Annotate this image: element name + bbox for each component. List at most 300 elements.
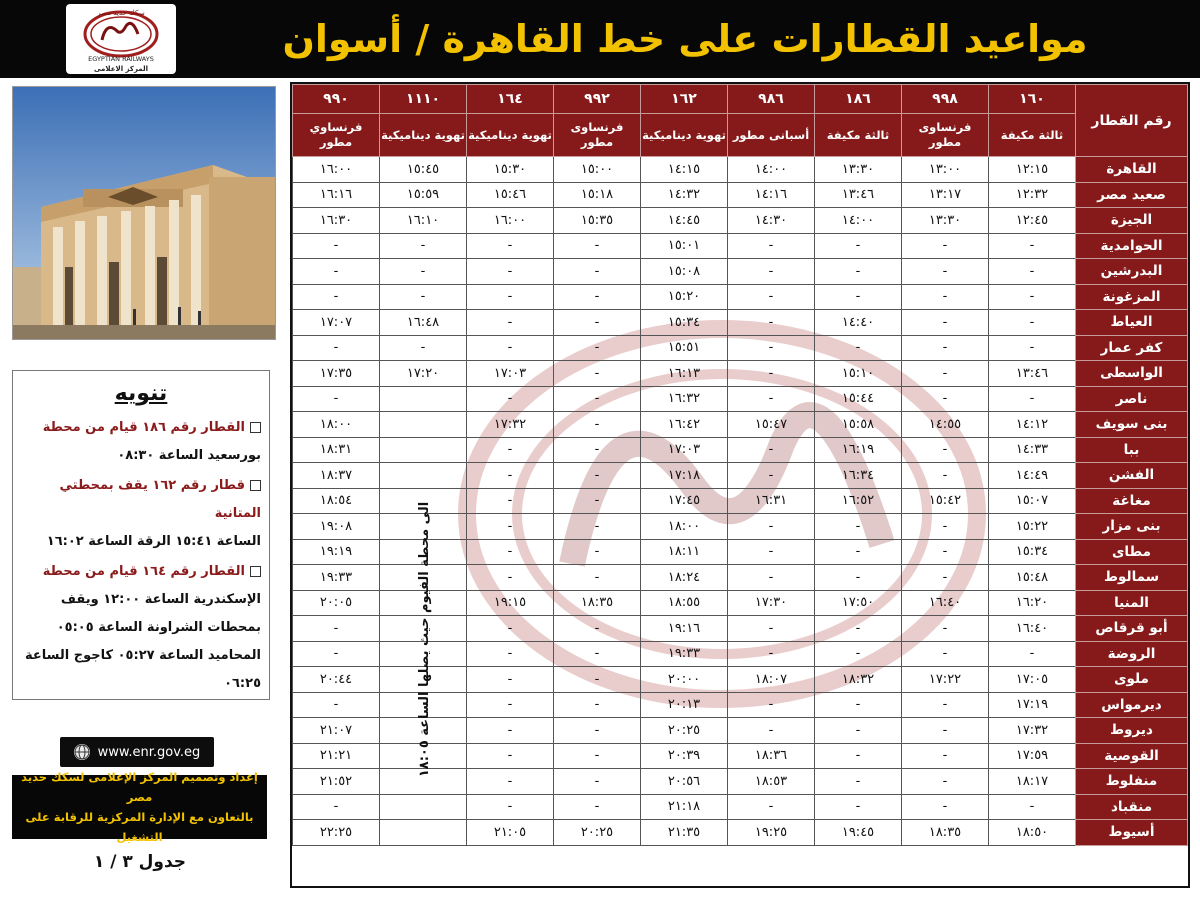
time-cell: - — [293, 233, 380, 259]
time-cell: ١٢:٤٥ — [989, 208, 1076, 234]
time-cell: - — [902, 616, 989, 642]
time-cell: ١٧:١٨ — [641, 463, 728, 489]
time-cell: ١٧:٠٧ — [293, 310, 380, 336]
time-cell: - — [815, 769, 902, 795]
time-cell: ١٧:٠٣ — [467, 361, 554, 387]
time-cell: - — [293, 641, 380, 667]
svg-text:المركز الاعلامى: المركز الاعلامى — [93, 65, 149, 73]
time-cell: - — [554, 641, 641, 667]
time-cell: ١٥:١٨ — [554, 182, 641, 208]
fayoum-note — [410, 404, 440, 874]
time-cell: - — [380, 233, 467, 259]
time-cell: - — [902, 769, 989, 795]
notice-panel — [12, 370, 270, 700]
notice-line: بورسعيد الساعة ٠٨:٣٠ — [117, 448, 261, 463]
time-cell: - — [467, 488, 554, 514]
train-number-header: ١٦٠ — [989, 85, 1076, 114]
time-cell: - — [815, 718, 902, 744]
time-cell: ١٨:٣٦ — [728, 743, 815, 769]
table-row — [293, 233, 1188, 259]
time-cell: - — [554, 565, 641, 591]
time-cell: ١٦:٣١ — [728, 488, 815, 514]
time-cell: ٢٠:٣٩ — [641, 743, 728, 769]
time-cell: - — [728, 310, 815, 336]
station-name: الواسطى — [1076, 361, 1188, 387]
time-cell: - — [554, 488, 641, 514]
time-cell: - — [380, 284, 467, 310]
time-cell: ١٩:١٩ — [293, 539, 380, 565]
time-cell: ١٥:٥١ — [641, 335, 728, 361]
svg-text:EGYPTIAN RAILWAYS: EGYPTIAN RAILWAYS — [88, 55, 154, 63]
time-cell: ١٦:٤٠ — [989, 616, 1076, 642]
time-cell: ١٤:٠٠ — [815, 208, 902, 234]
time-cell: ١٧:٠٥ — [989, 667, 1076, 693]
time-cell: - — [989, 284, 1076, 310]
time-cell: ٢١:٢١ — [293, 743, 380, 769]
time-cell: - — [467, 539, 554, 565]
time-cell: - — [902, 718, 989, 744]
time-cell: ١٩:٠٨ — [293, 514, 380, 540]
time-cell: ١٨:٠٧ — [728, 667, 815, 693]
station-name: كفر عمار — [1076, 335, 1188, 361]
credit-line: بالتعاون مع الإدارة المركزية للرقابة على التشغيل — [25, 810, 254, 844]
time-cell: - — [467, 667, 554, 693]
time-cell: ١٥:١٠ — [815, 361, 902, 387]
station-name: مطاى — [1076, 539, 1188, 565]
page-number: جدول ٣ / ١ — [93, 852, 187, 872]
time-cell: ١٩:٣٣ — [641, 641, 728, 667]
time-cell: ١٤:٤٠ — [815, 310, 902, 336]
time-cell: ١٤:٣٠ — [728, 208, 815, 234]
time-cell: ٢١:٥٢ — [293, 769, 380, 795]
time-cell: ١٩:١٦ — [641, 616, 728, 642]
time-cell: ١٤:٥٥ — [902, 412, 989, 438]
train-number-header: ١٨٦ — [815, 85, 902, 114]
time-cell: - — [554, 437, 641, 463]
station-name: الروضة — [1076, 641, 1188, 667]
time-cell: ١٩:٢٥ — [728, 820, 815, 846]
time-cell: - — [554, 769, 641, 795]
time-cell: - — [293, 616, 380, 642]
time-cell: - — [902, 361, 989, 387]
time-cell: - — [815, 259, 902, 285]
time-cell: - — [902, 259, 989, 285]
time-cell: - — [554, 259, 641, 285]
time-cell: ١٧:١٩ — [989, 692, 1076, 718]
time-cell: - — [467, 463, 554, 489]
train-number-header: ٩٨٦ — [728, 85, 815, 114]
time-cell: ٢١:٠٧ — [293, 718, 380, 744]
fayoum-note-text: الى محطة الفيوم حيث يصلها الساعة ١٨:٠٥ — [417, 501, 433, 777]
notice-item — [21, 558, 261, 698]
notice-item — [21, 472, 261, 556]
svg-text:سكك حديد مصر: سكك حديد مصر — [97, 9, 145, 17]
time-cell: ١٥:٥٨ — [815, 412, 902, 438]
table-row — [293, 284, 1188, 310]
time-cell: - — [293, 259, 380, 285]
time-cell: - — [554, 233, 641, 259]
table-row — [293, 310, 1188, 336]
time-cell: ١٥:٠٧ — [989, 488, 1076, 514]
time-cell: - — [554, 412, 641, 438]
table-row — [293, 182, 1188, 208]
time-cell: - — [467, 335, 554, 361]
time-cell: - — [728, 514, 815, 540]
time-cell: ١٦:٠٠ — [293, 157, 380, 183]
website-url: www.enr.gov.eg — [97, 744, 201, 760]
time-cell: ١٨:١٧ — [989, 769, 1076, 795]
time-cell: ١٥:٣٥ — [554, 208, 641, 234]
globe-icon — [74, 744, 90, 760]
time-cell: ١٥:٤٦ — [467, 182, 554, 208]
time-cell: - — [554, 692, 641, 718]
time-cell: - — [728, 565, 815, 591]
timetable — [290, 82, 1190, 888]
time-cell: ١٥:٠٨ — [641, 259, 728, 285]
time-cell: - — [467, 794, 554, 820]
credit-box — [12, 770, 267, 844]
time-cell: ١٥:٠١ — [641, 233, 728, 259]
time-cell: ١٧:٤٥ — [641, 488, 728, 514]
time-cell: ١٦:٠٠ — [467, 208, 554, 234]
time-cell: - — [467, 437, 554, 463]
notice-line: قطار رقم ١٦٢ يقف بمحطتي المتانية — [59, 478, 261, 521]
time-cell: ٢٠:٥٦ — [641, 769, 728, 795]
time-cell: - — [467, 259, 554, 285]
time-cell: ١٧:٣٥ — [293, 361, 380, 387]
time-cell: - — [902, 539, 989, 565]
time-cell: - — [902, 794, 989, 820]
time-cell: - — [467, 769, 554, 795]
table-row — [293, 208, 1188, 234]
corner-header: رقم القطار — [1076, 85, 1188, 157]
train-type-header: تهوية ديناميكية — [467, 114, 554, 157]
time-cell: - — [467, 386, 554, 412]
table-row — [293, 157, 1188, 183]
time-cell: ١٨:٥٥ — [641, 590, 728, 616]
time-cell: - — [728, 233, 815, 259]
railways-logo — [66, 4, 176, 74]
station-name: البدرشين — [1076, 259, 1188, 285]
time-cell: - — [902, 386, 989, 412]
time-cell: - — [815, 233, 902, 259]
time-cell: - — [467, 718, 554, 744]
station-name: أبو قرقاص — [1076, 616, 1188, 642]
train-number-header: ٩٩٨ — [902, 85, 989, 114]
time-cell: ١٦:٤٢ — [641, 412, 728, 438]
time-cell: ١٦:١٣ — [641, 361, 728, 387]
checkbox-icon — [250, 422, 261, 433]
station-name: الفشن — [1076, 463, 1188, 489]
time-cell: - — [902, 284, 989, 310]
station-name: الحوامدية — [1076, 233, 1188, 259]
station-name: المنيا — [1076, 590, 1188, 616]
time-cell: ١٧:٥٠ — [815, 590, 902, 616]
notice-item — [21, 414, 261, 470]
station-name: ببا — [1076, 437, 1188, 463]
time-cell: ٢١:٣٥ — [641, 820, 728, 846]
notice-line: القطار رقم ١٨٦ قيام من محطة — [42, 420, 245, 435]
station-name: ناصر — [1076, 386, 1188, 412]
time-cell: - — [902, 641, 989, 667]
train-type-header: فرنساوى مطور — [902, 114, 989, 157]
time-cell: - — [293, 794, 380, 820]
time-cell: ١٣:٤٦ — [989, 361, 1076, 387]
time-cell: - — [989, 233, 1076, 259]
time-cell: ١٢:١٥ — [989, 157, 1076, 183]
time-cell: - — [902, 463, 989, 489]
time-cell: ١٨:٥٣ — [728, 769, 815, 795]
time-cell: - — [728, 361, 815, 387]
time-cell: ١٢:٣٢ — [989, 182, 1076, 208]
time-cell: ١٥:٥٩ — [380, 182, 467, 208]
notice-title: تنويه — [114, 381, 168, 406]
time-cell: - — [554, 514, 641, 540]
time-cell: - — [728, 335, 815, 361]
time-cell: - — [728, 539, 815, 565]
notice-line: القطار رقم ١٦٤ قيام من محطة — [42, 564, 245, 579]
time-cell: - — [554, 361, 641, 387]
time-cell: - — [815, 692, 902, 718]
time-cell: - — [902, 565, 989, 591]
time-cell: ١٤:٤٩ — [989, 463, 1076, 489]
time-cell: ١٧:٢٢ — [902, 667, 989, 693]
time-cell: ١٦:٤٠ — [902, 590, 989, 616]
time-cell: ١٩:٤٥ — [815, 820, 902, 846]
time-cell: - — [989, 386, 1076, 412]
time-cell: - — [293, 386, 380, 412]
time-cell: - — [989, 641, 1076, 667]
time-cell: - — [554, 463, 641, 489]
time-cell: ١٥:٤٥ — [380, 157, 467, 183]
time-cell: - — [728, 259, 815, 285]
time-cell: ١٥:٢٢ — [989, 514, 1076, 540]
time-cell: ١٥:٣٠ — [467, 157, 554, 183]
time-cell: ٢٠:٠٥ — [293, 590, 380, 616]
train-number-header: ١٦٤ — [467, 85, 554, 114]
station-photo — [12, 86, 276, 340]
time-cell: - — [989, 335, 1076, 361]
train-number-header: ٩٩٠ — [293, 85, 380, 114]
table-row — [293, 335, 1188, 361]
time-cell: ١٩:١٥ — [467, 590, 554, 616]
station-name: القوصية — [1076, 743, 1188, 769]
time-cell: - — [728, 718, 815, 744]
time-cell: - — [467, 233, 554, 259]
credit-line: إعداد وتصميم المركز الإعلامى لسكك حديد مصر — [21, 770, 258, 804]
time-cell: ٢٠:٢٥ — [554, 820, 641, 846]
time-cell: ١٦:١٠ — [380, 208, 467, 234]
notice-line: الساعة ١٥:٤١ الرقة الساعة ١٦:٠٢ — [46, 534, 261, 549]
time-cell: ١٤:٣٣ — [989, 437, 1076, 463]
station-name: ديروط — [1076, 718, 1188, 744]
station-name: بنى مزار — [1076, 514, 1188, 540]
time-cell: ١٣:١٧ — [902, 182, 989, 208]
time-cell: - — [728, 692, 815, 718]
time-cell: - — [902, 233, 989, 259]
time-cell: - — [815, 284, 902, 310]
time-cell: - — [554, 743, 641, 769]
time-cell: - — [989, 310, 1076, 336]
station-name: منفلوط — [1076, 769, 1188, 795]
time-cell: ٢٠:١٣ — [641, 692, 728, 718]
train-type-header: ثالثة مكيفة — [815, 114, 902, 157]
time-cell: ١٣:٤٦ — [815, 182, 902, 208]
table-row — [293, 259, 1188, 285]
time-cell: - — [467, 284, 554, 310]
station-name: العياط — [1076, 310, 1188, 336]
time-cell: - — [815, 641, 902, 667]
time-cell: ٢١:١٨ — [641, 794, 728, 820]
time-cell: ٢١:٠٥ — [467, 820, 554, 846]
time-cell: - — [902, 437, 989, 463]
time-cell: ١٥:٤٢ — [902, 488, 989, 514]
page-title: مواعيد القطارات على خط القاهرة / أسوان — [282, 17, 1088, 61]
time-cell: - — [902, 692, 989, 718]
time-cell: ١٤:١٦ — [728, 182, 815, 208]
time-cell: ٢٠:٠٠ — [641, 667, 728, 693]
time-cell: - — [467, 514, 554, 540]
time-cell: - — [467, 310, 554, 336]
time-cell: ١٨:١١ — [641, 539, 728, 565]
time-cell: ١٦:٣٠ — [293, 208, 380, 234]
time-cell: - — [902, 514, 989, 540]
time-cell: ١٧:٢٠ — [380, 361, 467, 387]
time-cell: ٢٠:٤٤ — [293, 667, 380, 693]
time-cell: ١٩:٣٣ — [293, 565, 380, 591]
station-name: سمالوط — [1076, 565, 1188, 591]
time-cell: - — [554, 667, 641, 693]
train-type-row — [293, 114, 1188, 157]
time-cell: ١٥:٤٧ — [728, 412, 815, 438]
time-cell: ١٦:٢٠ — [989, 590, 1076, 616]
time-cell: - — [728, 463, 815, 489]
time-cell: ١٨:٣٥ — [554, 590, 641, 616]
time-cell: - — [380, 335, 467, 361]
time-cell: ١٨:٣١ — [293, 437, 380, 463]
time-cell: ١٣:٣٠ — [902, 208, 989, 234]
time-cell: - — [293, 335, 380, 361]
time-cell: ١٦:٣٢ — [641, 386, 728, 412]
train-type-header: فرنساوى مطور — [554, 114, 641, 157]
time-cell: - — [815, 335, 902, 361]
time-cell: - — [815, 616, 902, 642]
time-cell: - — [293, 284, 380, 310]
time-cell: ١٤:١٥ — [641, 157, 728, 183]
time-cell: - — [815, 514, 902, 540]
train-number-row — [293, 85, 1188, 114]
checkbox-icon — [250, 480, 261, 491]
station-name: ديرمواس — [1076, 692, 1188, 718]
time-cell: - — [554, 616, 641, 642]
time-cell: ١٦:١٦ — [293, 182, 380, 208]
website-link[interactable] — [60, 737, 214, 767]
time-cell: ١٤:٤٥ — [641, 208, 728, 234]
time-cell: ١٥:٤٤ — [815, 386, 902, 412]
time-cell: - — [728, 794, 815, 820]
time-cell: - — [728, 616, 815, 642]
station-name: المزغونة — [1076, 284, 1188, 310]
station-name: أسيوط — [1076, 820, 1188, 846]
time-cell: - — [815, 794, 902, 820]
time-cell: ١٣:٣٠ — [815, 157, 902, 183]
time-cell: ١٨:٥٠ — [989, 820, 1076, 846]
time-cell: - — [554, 539, 641, 565]
time-cell: ١٨:٣٥ — [902, 820, 989, 846]
time-cell: - — [554, 386, 641, 412]
station-name: منقباد — [1076, 794, 1188, 820]
time-cell: ١٦:١٩ — [815, 437, 902, 463]
time-cell: - — [467, 565, 554, 591]
train-type-header: تهوية ديناميكية — [641, 114, 728, 157]
time-cell: ١٦:٤٨ — [380, 310, 467, 336]
time-cell: ١٥:٣٤ — [641, 310, 728, 336]
time-cell: - — [728, 386, 815, 412]
time-cell: ١٧:٠٣ — [641, 437, 728, 463]
time-cell: ١٣:٠٠ — [902, 157, 989, 183]
time-cell: ١٧:٥٩ — [989, 743, 1076, 769]
train-type-header: ثالثة مكيفة — [989, 114, 1076, 157]
time-cell: ١٧:٣٠ — [728, 590, 815, 616]
time-cell: ١٨:٥٤ — [293, 488, 380, 514]
train-type-header: فرنساوي مطور — [293, 114, 380, 157]
time-cell: - — [467, 641, 554, 667]
time-cell: - — [989, 794, 1076, 820]
time-cell: ١٦:٥٢ — [815, 488, 902, 514]
train-number-header: ٩٩٢ — [554, 85, 641, 114]
time-cell: ٢٢:٢٥ — [293, 820, 380, 846]
time-cell: - — [467, 743, 554, 769]
time-cell: ١٧:٣٢ — [467, 412, 554, 438]
time-cell: - — [554, 718, 641, 744]
time-cell: ١٨:٠٠ — [293, 412, 380, 438]
time-cell: - — [902, 335, 989, 361]
time-cell: - — [554, 794, 641, 820]
time-cell: - — [815, 743, 902, 769]
station-name: الجيزة — [1076, 208, 1188, 234]
time-cell: - — [554, 310, 641, 336]
time-cell: - — [554, 335, 641, 361]
time-cell: - — [467, 616, 554, 642]
station-name: بنى سويف — [1076, 412, 1188, 438]
time-cell: ١٥:٤٨ — [989, 565, 1076, 591]
time-cell: ١٥:٠٠ — [554, 157, 641, 183]
train-number-header: ١٦٢ — [641, 85, 728, 114]
time-cell: ٢٠:٢٥ — [641, 718, 728, 744]
time-cell: ١٨:٠٠ — [641, 514, 728, 540]
time-cell: - — [554, 284, 641, 310]
time-cell: ١٨:٢٤ — [641, 565, 728, 591]
train-type-header: تهوية ديناميكية — [380, 114, 467, 157]
time-cell: - — [902, 743, 989, 769]
time-cell: - — [293, 692, 380, 718]
time-cell: - — [815, 565, 902, 591]
time-cell: ١٨:٣٧ — [293, 463, 380, 489]
checkbox-icon — [250, 566, 261, 577]
time-cell: ١٨:٣٢ — [815, 667, 902, 693]
time-cell: ١٦:٣٤ — [815, 463, 902, 489]
time-cell: - — [989, 259, 1076, 285]
time-cell: - — [728, 284, 815, 310]
time-cell: ١٧:٣٢ — [989, 718, 1076, 744]
time-cell: - — [902, 310, 989, 336]
notice-line: الإسكندرية الساعة ١٢:٠٠ ويقف بمحطات الشراونة الساعة ٠٥:٠٥ المحاميد الساعة ٠٥:٢٧ كاجوج الساعة ٠٦:٢٥ — [25, 592, 261, 691]
time-cell: - — [815, 539, 902, 565]
train-number-header: ١١١٠ — [380, 85, 467, 114]
table-row — [293, 361, 1188, 387]
station-name: القاهرة — [1076, 157, 1188, 183]
time-cell: ١٥:٣٤ — [989, 539, 1076, 565]
